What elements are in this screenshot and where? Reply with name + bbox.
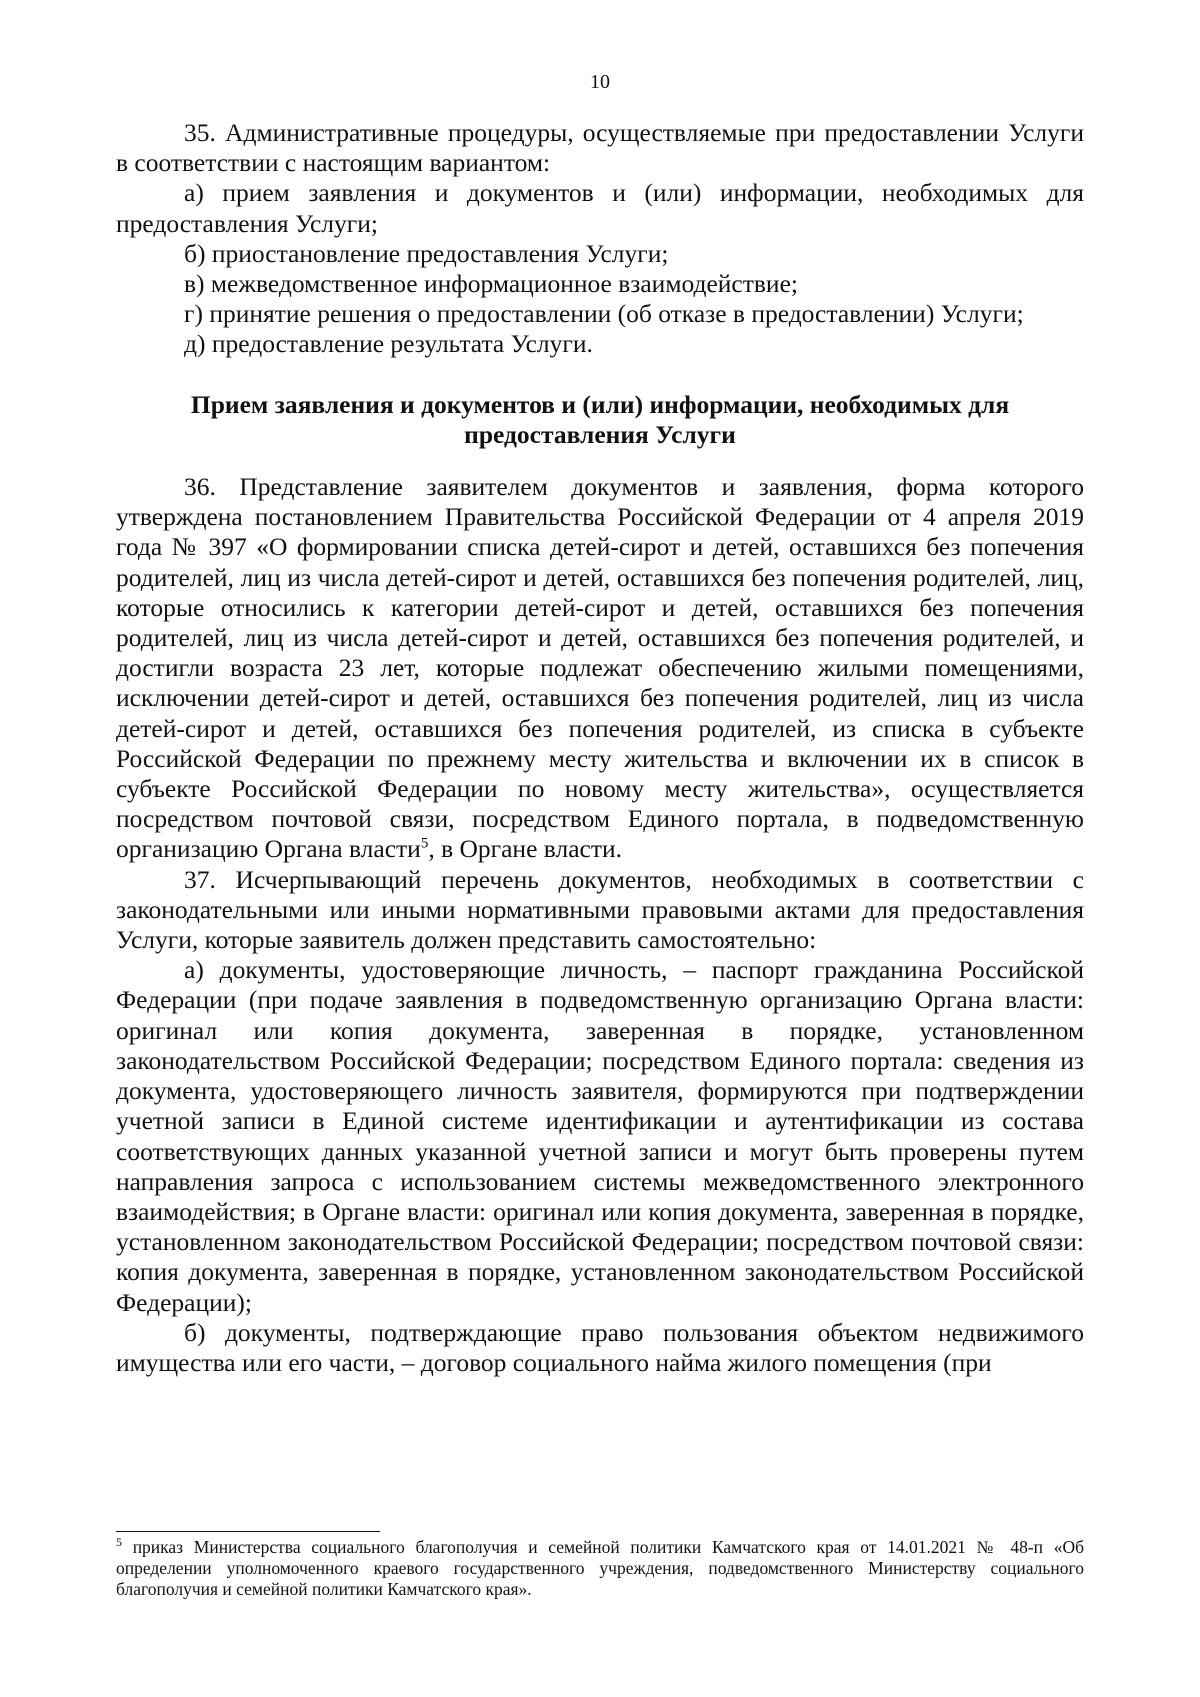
list-item-35-b: б) приостановление предоставления Услуги; (184, 238, 669, 268)
paragraph-37-intro: 37. Исчерпывающий перечень документов, необходимых в соответствии с законодательными или иными нормативными правовыми актами для предоставления Услуги, которые заявитель должен представить самостоятельно: (116, 864, 1084, 955)
footnote-text: приказ Министерства социального благополучия и семейной политики Камчатского края от 14.01.2021 № 48-п «Об определении уполномоченного краевого государственного учреждения, подведомственного Министерству социального благополучия и семейной политики Камчатского края». (116, 1537, 1084, 1599)
footnote-reference[interactable]: 5 (420, 835, 429, 852)
paragraph-37-a: а) документы, удостоверяющие личность, – паспорт гражданина Российской Федерации (при подаче заявления в подведомственную организацию Органа власти: оригинал или копия документа, заверенная в порядке, установленном законодательством Российской Федерации; посредством Единого портала: сведения из документа, удостоверяющего личность заявителя, формируются при подтверждении учетной записи в Единой системе идентификации и аутентификации из состава соответствующих данных указанной учетной записи и могут быть проверены путем направления запроса с использованием системы межведомственного электронного взаимодействия; в Органе власти: оригинал или копия документа, заверенная в порядке, установленном законодательством Российской Федерации; посредством почтовой связи: копия документа, заверенная в порядке, установленном законодательством Российской Федерации); (116, 955, 1084, 1317)
section-heading (116, 390, 1084, 450)
paragraph-35-intro: 35. Административные процедуры, осуществляемые при предоставлении Услуги в соответствии с настоящим вариантом: (116, 118, 1084, 178)
footnote-divider (116, 1531, 380, 1532)
section-heading-line-1: Прием заявления и документов и (или) информации, необходимых для (190, 389, 1010, 419)
paragraph-36 (116, 472, 1084, 865)
paragraph-36-tail: , в Органе власти. (428, 834, 623, 864)
paragraph-36-text: 36. Представление заявителем документов и заявления, форма которого утверждена постановлением Правительства Российской Федерации от 4 апреля 2019 года № 397 «О формировании списка детей-сирот и детей, оставшихся без попечения родителей, лиц из числа детей-сирот и детей, оставшихся без попечения родителей, лиц, которые относились к категории детей-сирот и детей, оставшихся без попечения родителей, лиц из числа детей-сирот и детей, оставшихся без попечения родителей, и достигли возраста 23 лет, которые подлежат обеспечению жилыми помещениями, исключении детей-сирот и детей, оставшихся без попечения родителей, лиц из числа детей-сирот и детей, оставшихся без попечения родителей, из списка в субъекте Российской Федерации по прежнему месту жительства и включении их в список в субъекте Российской Федерации по новому месту жительства», осуществляется посредством почтовой связи, посредством Единого портала, в подведомственную организацию Органа власти (116, 472, 1084, 864)
list-item-35-a: а) прием заявления и документов и (или) информации, необходимых для предоставления Услуги; (116, 178, 1084, 238)
document-body (116, 118, 1084, 1378)
list-item-35-e: д) предоставление результата Услуги. (184, 329, 593, 359)
footnote-number: 5 (116, 1535, 122, 1550)
list-item-35-d: г) принятие решения о предоставлении (об отказе в предоставлении) Услуги; (184, 299, 1024, 329)
section-heading-line-2: предоставления Услуги (464, 419, 736, 449)
list-item-35-c: в) межведомственное информационное взаимодействие; (184, 269, 798, 299)
paragraph-37-b: б) документы, подтверждающие право пользования объектом недвижимого имущества или его части, – договор социального найма жилого помещения (при (116, 1317, 1084, 1377)
footnote (116, 1537, 1084, 1600)
page-number: 10 (590, 71, 610, 93)
